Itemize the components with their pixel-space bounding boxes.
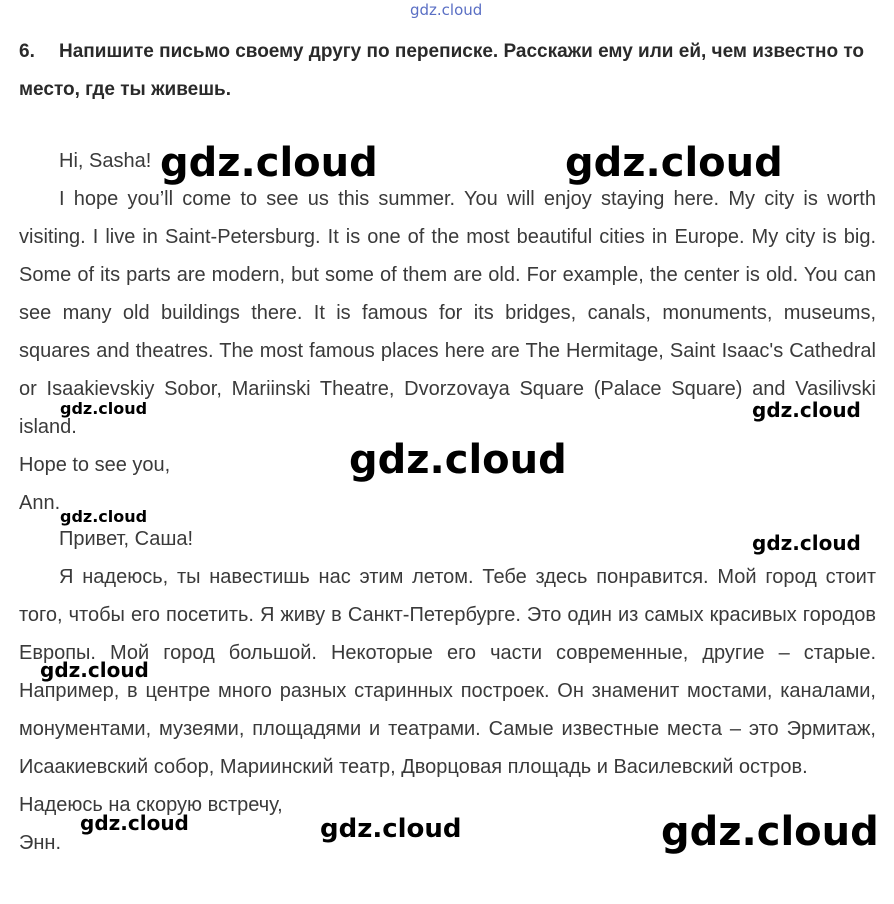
task-text: Напишите письмо своему другу по переписке. Расскажи ему или ей, чем известно то место, где ты живешь. (19, 41, 865, 100)
watermark: gdz.cloud (752, 531, 861, 555)
letter-en-greeting: Hi, Sasha! (59, 150, 152, 172)
watermark: gdz.cloud (661, 809, 879, 855)
letter-ru-signature: Энн. (19, 832, 62, 854)
letter-ru-body: Я надеюсь, ты навестишь нас этим летом. Тебе здесь понравится. Мой город стоит того, чтобы его посетить. Я живу в Санкт-Петербурге. Это один из самых красивых городов Европы. Мой город большой. Некоторые его части современные, другие – старые. Например, в центре много разных старинных построек. Он знаменит мостами, каналами, монументами, музеями, площадями и театрами. Самые известные места – это Эрмитаж, Исаакиевский собор, Мариинский театр, Дворцовая площадь и Василевский остров. (19, 566, 876, 778)
watermark: gdz.cloud (160, 140, 378, 186)
letter-ru-closing: Надеюсь на скорую встречу, (19, 794, 283, 816)
task-heading (19, 33, 881, 109)
watermark: gdz.cloud (60, 399, 148, 418)
task-number: 6. (19, 41, 35, 62)
watermark: gdz.cloud (565, 140, 783, 186)
watermark: gdz.cloud (80, 811, 189, 835)
watermark: gdz.cloud (40, 658, 149, 682)
watermark: gdz.cloud (349, 437, 567, 483)
letter-en-signature: Ann. (19, 492, 61, 514)
watermark: gdz.cloud (410, 1, 483, 19)
watermark: gdz.cloud (60, 507, 148, 526)
watermark: gdz.cloud (320, 814, 462, 844)
letter-ru-greeting: Привет, Саша! (59, 528, 194, 550)
letter-en-closing: Hope to see you, (19, 454, 171, 476)
letter-en-body: I hope you’ll come to see us this summer. You will enjoy staying here. My city is worth visiting. I live in Saint-Petersburg. It is one of the most beautiful cities in Europe. My city is big. Some of its parts are modern, but some of them are old. For example, the center is old. You can see many old buildings there. It is famous for its bridges, canals, monuments, museums, squares and theatres. The most famous places here are The Hermitage, Saint Isaac's Cathedral or Isaakievskiy Sobor, Mariinski Theatre, Dvorzovaya Square (Palace Square) and Vasilivski island. (19, 188, 876, 438)
watermark: gdz.cloud (752, 398, 861, 422)
